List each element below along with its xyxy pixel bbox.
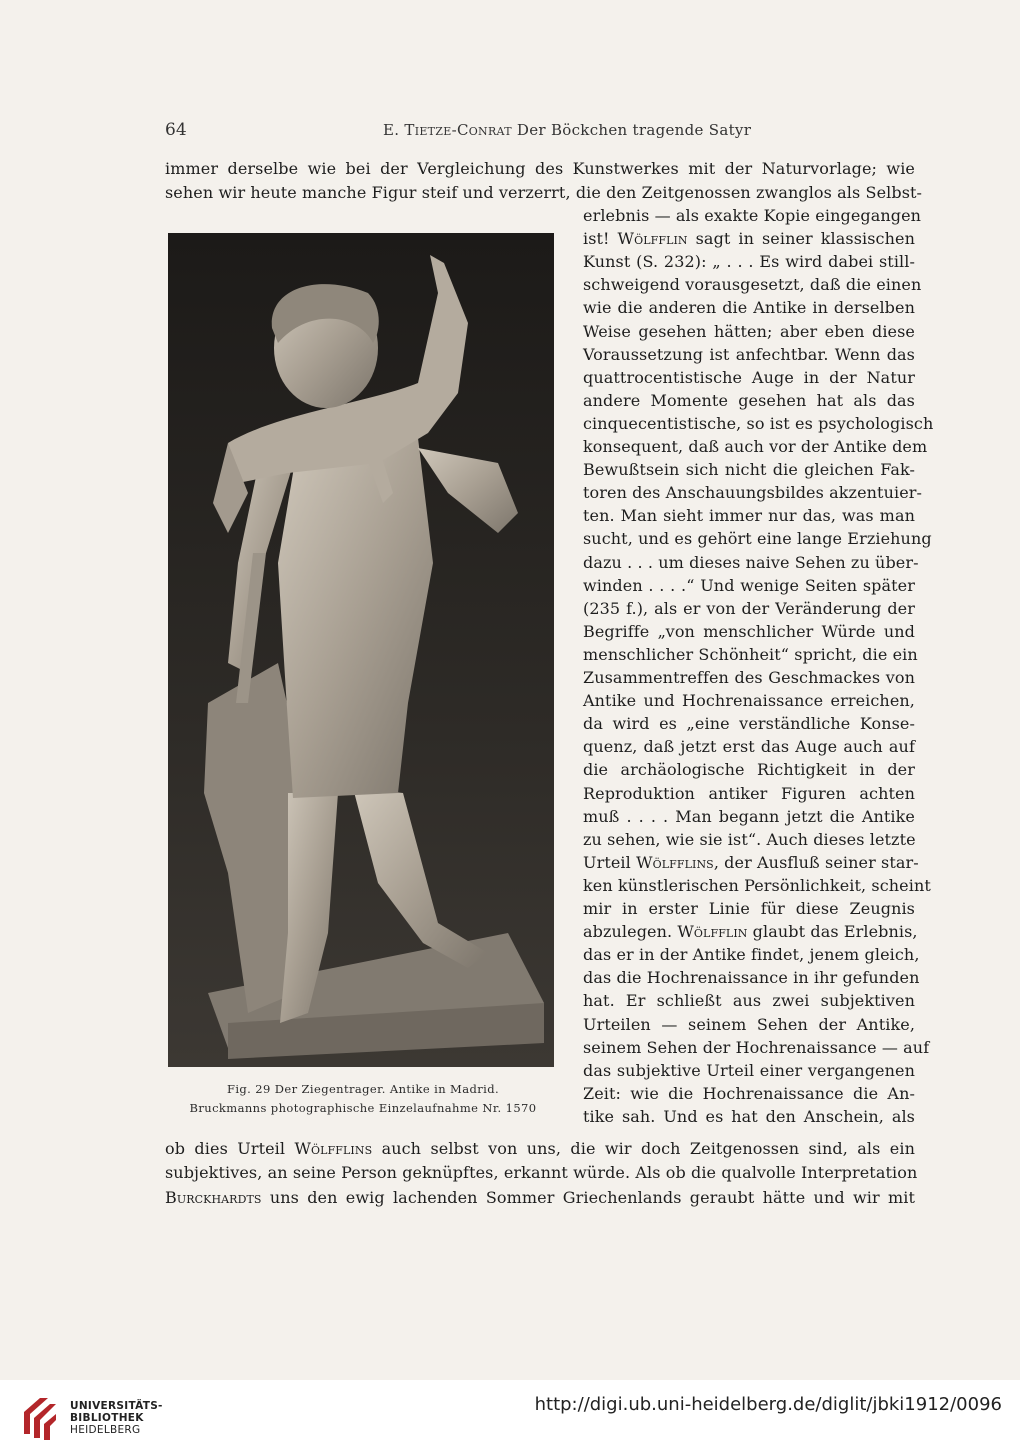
text-line: das er in der Antike findet, jenem gleich, <box>583 945 920 965</box>
text-line: Weise gesehen hätten; aber eben diese <box>583 321 915 341</box>
text-line: quenz, daß jetzt erst das Auge auch auf <box>583 737 915 757</box>
text-line: Antike und Hochrenaissance erreichen, <box>583 691 915 711</box>
header-author: E. Tietze-Conrat <box>383 121 512 139</box>
text-line: sehen wir heute manche Figur steif und verzerrt, die den Zeitgenossen zwanglos als Selbst- <box>165 182 923 202</box>
text-line: cinquecentistische, so ist es psychologisch <box>583 413 934 433</box>
text-line: Bewußtsein sich nicht die gleichen Fak- <box>583 460 915 480</box>
text-line: abzulegen. Wölfflin glaubt das Erlebnis, <box>583 922 918 942</box>
text-line: mir in erster Linie für diese Zeugnis <box>583 899 915 918</box>
text-line: erlebnis — als exakte Kopie eingegangen <box>583 206 922 225</box>
text-line: sucht, und es gehört eine lange Erziehung <box>583 529 932 549</box>
text-line: Voraussetzung ist anfechtbar. Wenn das <box>583 344 915 364</box>
text-line: subjektives, an seine Person geknüpftes, erkannt würde. Als ob die qualvolle Interpretation <box>165 1163 918 1183</box>
header-title <box>383 121 751 139</box>
text-line: winden . . . .“ Und wenige Seiten später <box>583 575 915 595</box>
text-line: schweigend vorausgesetzt, daß die einen <box>583 275 922 295</box>
source-url-link[interactable]: http://digi.ub.uni-heidelberg.de/diglit/jbki1912/0096 <box>534 1394 1002 1415</box>
text-line: andere Momente gesehen hat als das <box>583 390 915 410</box>
text-line: wie die anderen die Antike in derselben <box>583 298 915 318</box>
library-name <box>70 1400 163 1436</box>
text-line: Urteilen — seinem Sehen der Antike, <box>583 1014 915 1034</box>
library-logo-icon <box>18 1394 62 1442</box>
text-line: seinem Sehen der Hochrenaissance — auf <box>583 1037 930 1057</box>
statue-photo-illustration <box>168 233 554 1067</box>
text-line: toren des Anschauungsbildes akzentuier- <box>583 483 923 503</box>
text-line: tike sah. Und es hat den Anschein, als <box>583 1106 915 1126</box>
text-line: Burckhardts uns den ewig lachenden Sommer Griechenlands geraubt hätte und wir mit <box>165 1187 915 1207</box>
text-line: Zusammentreffen des Geschmackes von <box>583 668 915 687</box>
text-line: Urteil Wölfflins, der Ausfluß seiner star- <box>583 852 919 872</box>
text-line: hat. Er schließt aus zwei subjektiven <box>583 991 915 1011</box>
library-name-line2: BIBLIOTHEK <box>70 1412 144 1424</box>
text-line: das die Hochrenaissance in ihr gefunden <box>583 968 920 988</box>
text-line: Reproduktion antiker Figuren achten <box>583 783 915 803</box>
figure-photo <box>168 233 554 1067</box>
text-line: da wird es „eine verständliche Konse- <box>583 714 915 734</box>
figure-caption-line2: Bruckmanns photographische Einzelaufnahme Nr. 1570 <box>189 1101 537 1115</box>
text-line: menschlicher Schönheit“ spricht, die ein <box>583 644 918 664</box>
library-name-line1: UNIVERSITÄTS- <box>70 1400 163 1412</box>
library-name-line3: HEIDELBERG <box>70 1424 141 1436</box>
text-line: immer derselbe wie bei der Vergleichung des Kunstwerkes mit der Naturvorlage; wie <box>165 159 915 178</box>
header-article-title: Der Böckchen tragende Satyr <box>516 121 752 139</box>
text-line: Begriffe „von menschlicher Würde und <box>583 621 915 641</box>
text-line: das subjektive Urteil einer vergangenen <box>583 1060 915 1080</box>
text-line: ist! Wölfflin sagt in seiner klassischen <box>583 229 915 249</box>
figure-caption-line1: Fig. 29 Der Ziegentrager. Antike in Madrid. <box>226 1082 500 1096</box>
text-line: Zeit: wie die Hochrenaissance die An- <box>583 1083 915 1103</box>
text-line: (235 f.), als er von der Veränderung der <box>583 598 915 618</box>
page-number: 64 <box>165 120 187 140</box>
text-line: ten. Man sieht immer nur das, was man <box>583 506 915 526</box>
text-line: die archäologische Richtigkeit in der <box>583 760 915 780</box>
text-line: zu sehen, wie sie ist“. Auch dieses letzte <box>583 829 916 849</box>
text-line: ob dies Urteil Wölfflins auch selbst von uns, die wir doch Zeitgenossen sind, als ein <box>165 1139 916 1158</box>
text-line: Kunst (S. 232): „ . . . Es wird dabei still- <box>583 252 915 272</box>
footer-bar <box>0 1380 1020 1456</box>
text-line: konsequent, daß auch vor der Antike dem <box>583 437 928 456</box>
text-line: dazu . . . um dieses naive Sehen zu über- <box>583 552 919 572</box>
text-line: quattrocentistische Auge in der Natur <box>583 367 915 387</box>
running-header <box>165 120 915 144</box>
text-line: muß . . . . Man begann jetzt die Antike <box>583 806 915 826</box>
text-line: ken künstlerischen Persönlichkeit, scheint <box>583 875 931 895</box>
